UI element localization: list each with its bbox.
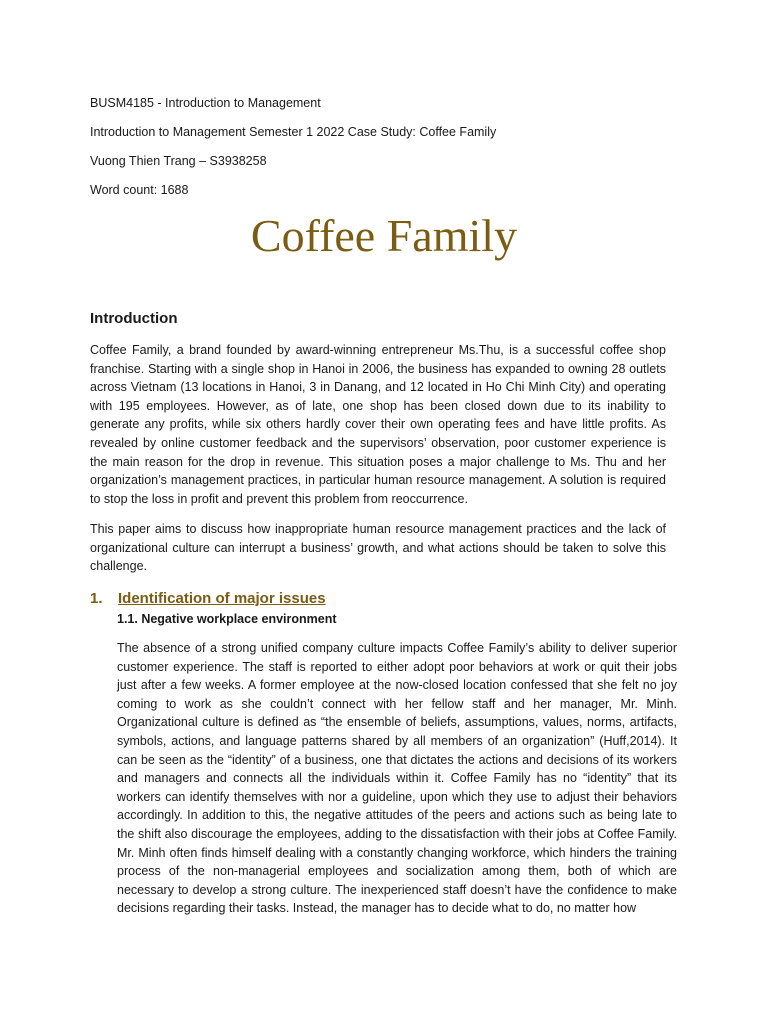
word-count-line: Word count: 1688 [90,183,189,197]
introduction-paragraph-1: Coffee Family, a brand founded by award-winning entrepreneur Ms.Thu, is a successful coffee shop franchise. Starting with a single shop in Hanoi in 2006, the business has expanded to owning 28 outlets across Vietnam (13 locations in Hanoi, 3 in Danang, and 12 located in Ho Chi Minh City) and operating with 195 employees. However, as of late, one shop has been closed down due to its inability to generate any profits, while six others hardly cover their own operating fees and have little profits. As revealed by online customer feedback and the supervisors’ observation, poor customer experience is the main reason for the drop in revenue. This situation poses a major challenge to Ms. Thu and her organization’s management practices, in particular human resource management. A solution is required to stop the loss in profit and prevent this problem from reoccurrence. [90,343,666,506]
introduction-paragraph-2: This paper aims to discuss how inappropriate human resource management practices and the lack of organizational culture can interrupt a business’ growth, and what actions should be taken to solve this challenge. [90,522,666,574]
subsection-1-1-heading: 1.1. Negative workplace environment [117,612,337,626]
section-1-number: 1. [90,590,103,607]
introduction-heading: Introduction [90,310,178,327]
subsection-1-1-paragraph: The absence of a strong unified company culture impacts Coffee Family’s ability to deliver superior customer experience. The staff is reported to either adopt poor behaviors at work or quit their jobs just after a few weeks. A former employee at the now-closed location confessed that she felt no joy coming to work as she couldn’t connect with her fellow staff and her manager, Mr. Minh. Organizational culture is defined as “the ensemble of beliefs, assumptions, values, norms, artifacts, symbols, actions, and language patterns shared by all members of an organization” (Huff,2014). It can be seen as the “identity” of a business, one that dictates the actions and decisions of its workers and managers and connects all the individuals within it. Coffee Family has no “identity” that its workers can identify themselves with nor a guideline, upon which they use to adjust their behaviors accordingly. In addition to this, the negative attitudes of the peers and actions such as being late to the shift also discourage the employees, adding to the dissatisfaction with their jobs at Coffee Family. Mr. Minh often finds himself dealing with a constantly changing workforce, which hinders the training process of the non-managerial employees and socialization among them, both of which are necessary to develop a strong culture. The inexperienced staff doesn’t have the confidence to make decisions regarding their tasks. Instead, the manager has to decide what to do, no matter how [117,641,677,916]
author-line: Vuong Thien Trang – S3938258 [90,154,267,168]
course-line: BUSM4185 - Introduction to Management [90,96,321,110]
case-study-line: Introduction to Management Semester 1 2022 Case Study: Coffee Family [90,125,497,139]
section-1-heading: Identification of major issues [118,590,326,607]
document-title: Coffee Family [250,210,518,261]
